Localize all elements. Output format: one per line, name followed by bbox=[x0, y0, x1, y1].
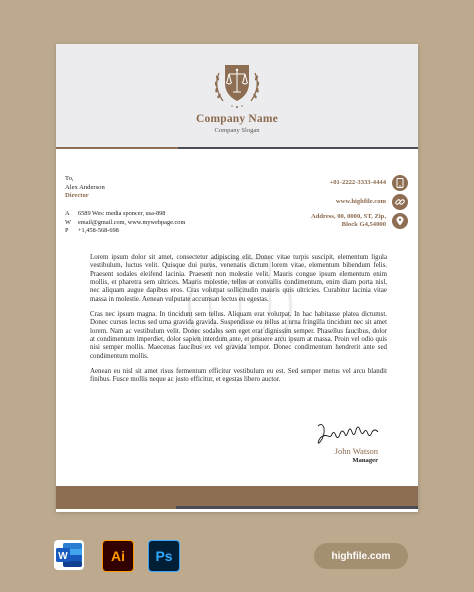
web-value: email@gmail.com, www.mywebpage.com bbox=[78, 218, 186, 226]
contact-phone bbox=[311, 175, 408, 191]
footer-band bbox=[56, 486, 418, 506]
recipient-name: Alex Anderson bbox=[65, 183, 105, 191]
footer-rule-gray bbox=[176, 506, 418, 509]
header-rule-gray bbox=[178, 147, 418, 149]
letterhead-page bbox=[56, 44, 418, 512]
illustrator-icon: Ai bbox=[102, 540, 134, 572]
recipient-title: Director bbox=[65, 192, 89, 200]
company-name: Company Name bbox=[196, 113, 278, 125]
link-icon bbox=[392, 194, 408, 210]
contact-list bbox=[311, 175, 408, 233]
body-paragraph: Aenean eu nisl sit amet risus fermentum efficitur vestibulum eu est. Sed semper metus vel arcu blandit finibus. Fusce mollis neque ac justo efficitur, et egestas libero auctor. bbox=[90, 368, 387, 384]
ms-word-icon bbox=[54, 540, 84, 570]
footer-rule-brown bbox=[56, 506, 176, 509]
header-rule-brown bbox=[56, 147, 178, 149]
contact-website bbox=[311, 194, 408, 210]
to-label: To, bbox=[65, 175, 74, 182]
photoshop-icon: Ps bbox=[148, 540, 180, 572]
contact-address bbox=[311, 213, 408, 230]
handwritten-signature bbox=[312, 420, 384, 448]
address-row bbox=[65, 210, 185, 219]
letter-body bbox=[90, 254, 387, 392]
phone-key: P bbox=[65, 227, 69, 235]
contact-address-line2: Block G4,54000 bbox=[341, 221, 386, 229]
scales-of-justice-logo-icon bbox=[207, 59, 267, 111]
signer-name: John Watson bbox=[334, 446, 378, 456]
letterhead-header bbox=[56, 44, 418, 147]
recipient-block bbox=[65, 175, 105, 201]
contact-address-line1: Address, 00, 0000, ST, Zip, bbox=[310, 213, 386, 220]
company-slogan: Company Slogan bbox=[214, 127, 260, 134]
address-key: A bbox=[65, 210, 70, 217]
contact-phone-text: +01-2222-3333-4444 bbox=[329, 178, 386, 186]
signer-title: Manager bbox=[352, 457, 378, 464]
phone-value: +1,458-568-698 bbox=[78, 227, 119, 235]
phone-icon bbox=[392, 175, 408, 191]
body-paragraph: Lorem ipsum dolor sit amet, consectetur adipiscing elit. Donec vitae turpis suscipit, elementum ligula vestibulum, luctus velit. Quisque dui purus, venenatis dictum lorem vitae, elementum bibendum felis. Praesent sodales eleifend lacinia. Praesent non molestie velit. Mauris congue ipsum elementum enim mollis, et pharetra sem ultrices. Mauris molestie, tellus at convallis condimentum, enim diam porta nisl, nec aliquam augue dapibus eros. Cras volutpat sollicitudin mauris quis ultricies. Curabitur lacinia vitae massa in molestie. Aenean vulputate accumsan lectus eu egestas. bbox=[90, 254, 387, 303]
highfile-badge-link[interactable]: highfile.com bbox=[314, 543, 408, 569]
body-paragraph: Cras nec ipsum magna. In tincidunt sem tellus. Aliquam erat volutpat. In hac habitasse platea dictumst. Donec cursus lectus sed urna gravida gravida. Suspendisse eu tellus at urna fringilla tincidunt nec sit amet lorem. Nam ac vestibulum velit. Donec sodales sem eget erat dignissim semper. Phasellus faucibus, dolor at condimentum imperdiet, dolor sapien interdum ante, et posuere arcu ipsum at massa. Proin vel odio quis nisi semper mollis. Maecenas faucibus ex vel gravida tempor. Donec condimentum hendrerit ante sed condimentum mollis. bbox=[90, 311, 387, 360]
web-row bbox=[65, 219, 185, 228]
location-pin-icon bbox=[392, 213, 408, 229]
word-label: W bbox=[58, 551, 68, 562]
contact-address-text bbox=[311, 213, 386, 230]
web-key: W bbox=[65, 218, 71, 226]
address-value: 6589 Wes: media sponcer, usa-898 bbox=[78, 210, 166, 217]
contact-website-text: www.highfile.com bbox=[335, 197, 386, 205]
